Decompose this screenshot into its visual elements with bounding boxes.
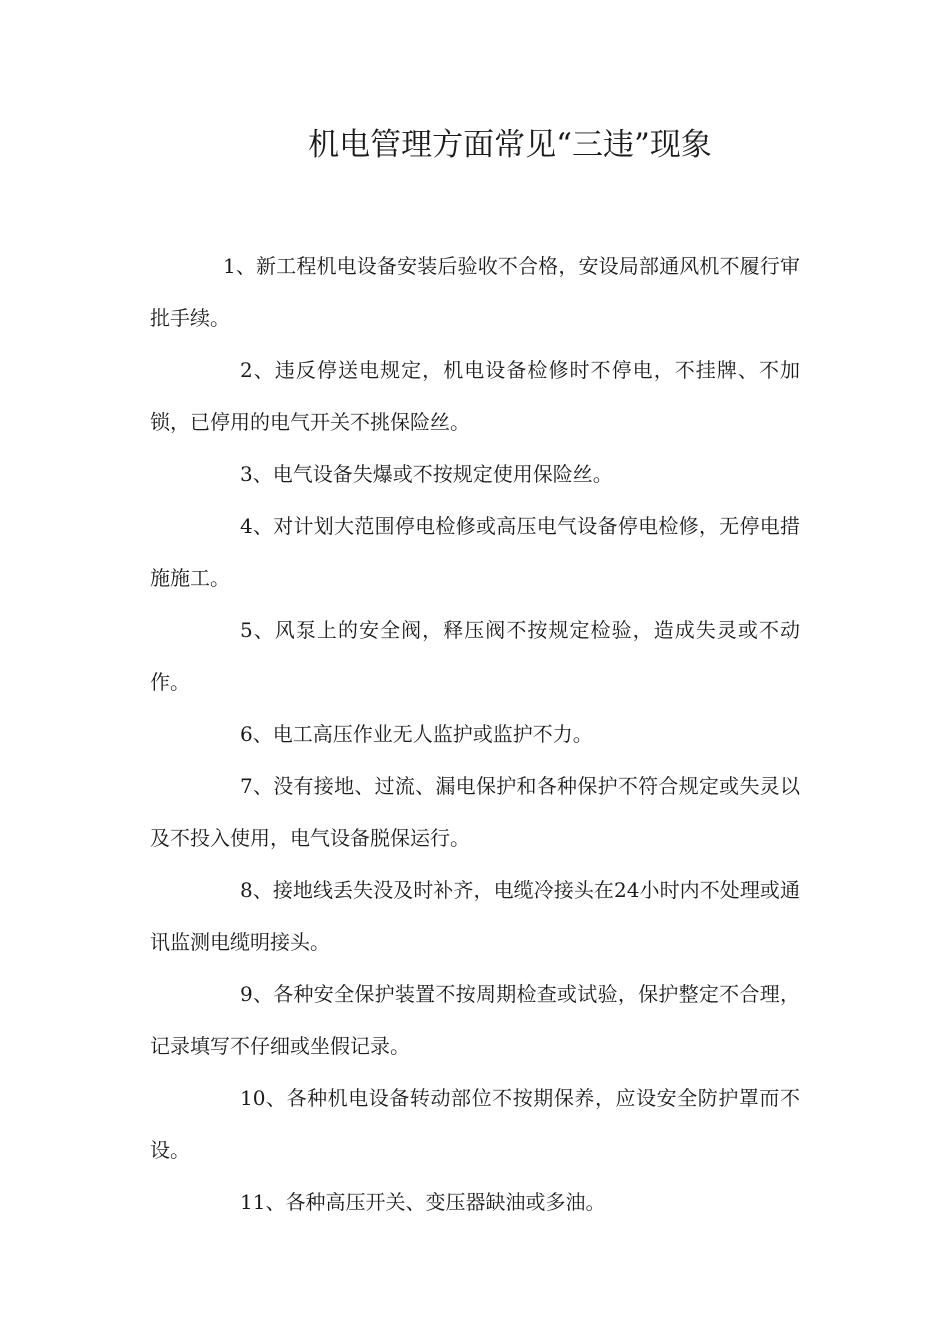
list-item: 11、各种高压开关、变压器缺油或多油。 bbox=[240, 1190, 606, 1214]
list-item: 2、违反停送电规定，机电设备检修时不停电，不挂牌、不加锁，已停用的电气开关不挑保险丝。 bbox=[150, 358, 800, 434]
list-item: 5、风泵上的安全阀，释压阀不按规定检验，造成失灵或不动作。 bbox=[150, 618, 800, 694]
list-item: 8、接地线丢失没及时补齐，电缆冷接头在24小时内不处理或通讯监测电缆明接头。 bbox=[150, 878, 800, 954]
list-item: 10、各种机电设备转动部位不按期保养，应设安全防护罩而不设。 bbox=[150, 1086, 800, 1162]
list-item: 3、电气设备失爆或不按规定使用保险丝。 bbox=[240, 462, 613, 486]
list-item: 7、没有接地、过流、漏电保护和各种保护不符合规定或失灵以及不投入使用，电气设备脱保运行。 bbox=[150, 774, 800, 850]
list-item: 1、新工程机电设备安装后验收不合格，安设局部通风机不履行审批手续。 bbox=[150, 254, 800, 330]
list-item: 9、各种安全保护装置不按周期检查或试验，保护整定不合理，记录填写不仔细或坐假记录。 bbox=[150, 982, 800, 1058]
document-body bbox=[150, 240, 800, 1228]
list-item: 6、电工高压作业无人监护或监护不力。 bbox=[240, 722, 593, 746]
page-title: 机电管理方面常见“三违”现象 bbox=[308, 127, 712, 163]
list-item: 4、对计划大范围停电检修或高压电气设备停电检修，无停电措施施工。 bbox=[150, 514, 800, 590]
